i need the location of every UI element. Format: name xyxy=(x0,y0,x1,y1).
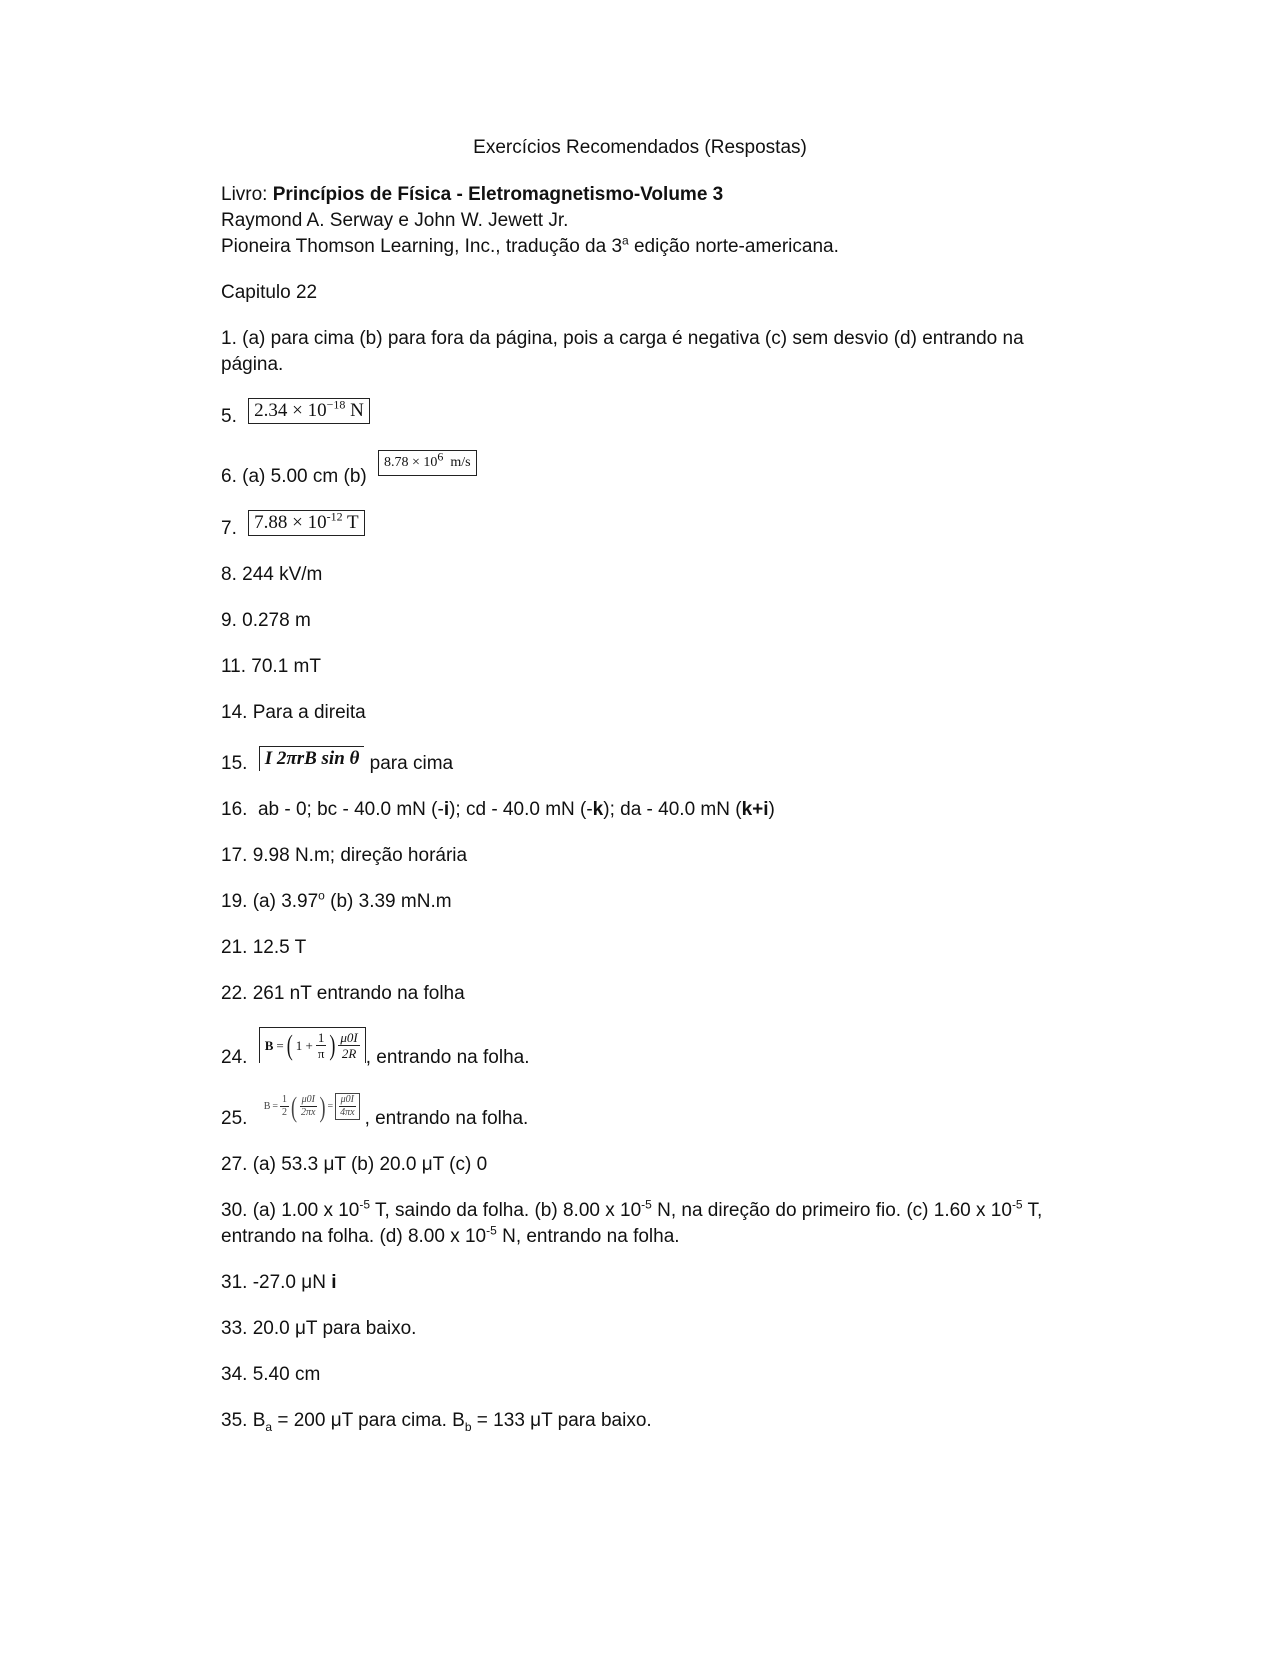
answer-6: 6. (a) 5.00 cm (b) $8.78 \times 10^6$ m/s xyxy=(221,450,1051,490)
answer-7-formula: $7.88 \times 10^{-12}$ T xyxy=(248,510,364,536)
answer-15: 15. I 2πrB sin θ para cima xyxy=(221,748,454,774)
answer-35: 35. $B_a = 200$ μT para cima. $B_b = 133$ μT para baixo. xyxy=(221,1410,652,1434)
answer-6-formula: $8.78 \times 10^6$ m/s xyxy=(378,450,477,476)
answer-31: 31. -27.0 μN i xyxy=(221,1272,337,1293)
answer-24: 24. B = ( 1 + $\frac{1}{\pi}$ ) $\frac{\mu 0I}{2R}$ , entrando na folha. xyxy=(221,1028,530,1068)
chapter-heading: Capitulo 22 xyxy=(221,282,318,303)
answer-5-formula: $2.34 \times 10^{-18}$ N xyxy=(248,398,370,424)
answer-14: 14. Para a direita xyxy=(221,702,366,723)
answer-22: 22. 261 nT entrando na folha xyxy=(221,983,465,1004)
book-label: Livro: xyxy=(221,184,273,205)
page-title: Exercícios Recomendados (Respostas) xyxy=(473,137,807,158)
authors-line: Raymond A. Serway e John W. Jewett Jr. xyxy=(221,210,569,231)
answer-1: 1. (a) para cima (b) para fora da página, pois a carga é negativa (c) sem desvio (d) entrando na página. xyxy=(221,328,1024,375)
answer-24-formula: B = ( 1 + $\frac{1}{\pi}$ ) $\frac{\mu 0I}{2R}$ xyxy=(259,1027,366,1063)
answer-5: 5. $2.34 \times 10^{-18}$ N xyxy=(221,398,1051,430)
answer-15-formula: I 2πrB sin θ xyxy=(259,746,365,771)
answer-21: 21. 12.5 T xyxy=(221,937,307,958)
answer-9: 9. 0.278 m xyxy=(221,610,311,631)
answer-19: 19. (a) 3.97$^o$ (b) 3.39 mN.m xyxy=(221,888,452,912)
book-name: Princípios de Física - Eletromagnetismo-Volume 3 xyxy=(272,184,724,205)
answer-25-formula: B = $\frac{1}{2}$ ( $\frac{\mu 0I}{2\pi x}$ ) = $\frac{\mu 0I}{4\pi x}$ xyxy=(259,1091,365,1122)
answer-25: 25. B = $\frac{1}{2}$ ( $\frac{\mu 0I}{2\pi x}$ ) = $\frac{\mu 0I}{4\pi x}$ , entrando na folha. xyxy=(221,1090,529,1129)
answer-7: 7. $7.88 \times 10^{-12}$ T xyxy=(221,510,1051,542)
answer-30: 30. (a) 1.00 x $10^{-5}$ T, saindo da folha. (b) 8.00 x $10^{-5}$ N, na direção do primeiro fio. (c) 1.60 x $10^{-5}$ T, entrando na folha. (d) 8.00 x $10^{-5}$ N, entrando na folha. xyxy=(221,1197,1043,1247)
book-line xyxy=(221,182,1051,208)
document-body xyxy=(221,182,1051,1434)
answer-11: 11. 70.1 mT xyxy=(221,656,321,677)
answer-34: 34. 5.40 cm xyxy=(221,1364,321,1385)
answer-16: 16. ab - 0; bc - 40.0 mN (-i); cd - 40.0 mN (-k); da - 40.0 mN (k+i) xyxy=(221,799,775,820)
publisher-line: Pioneira Thomson Learning, Inc., tradução da 3$^a$ edição norte-americana. xyxy=(221,233,839,257)
answer-27: 27. (a) 53.3 μT (b) 20.0 μT (c) 0 xyxy=(221,1154,488,1175)
answer-8: 8. 244 kV/m xyxy=(221,564,323,585)
answer-17: 17. 9.98 N.m; direção horária xyxy=(221,845,468,866)
answer-33: 33. 20.0 μT para baixo. xyxy=(221,1318,417,1339)
